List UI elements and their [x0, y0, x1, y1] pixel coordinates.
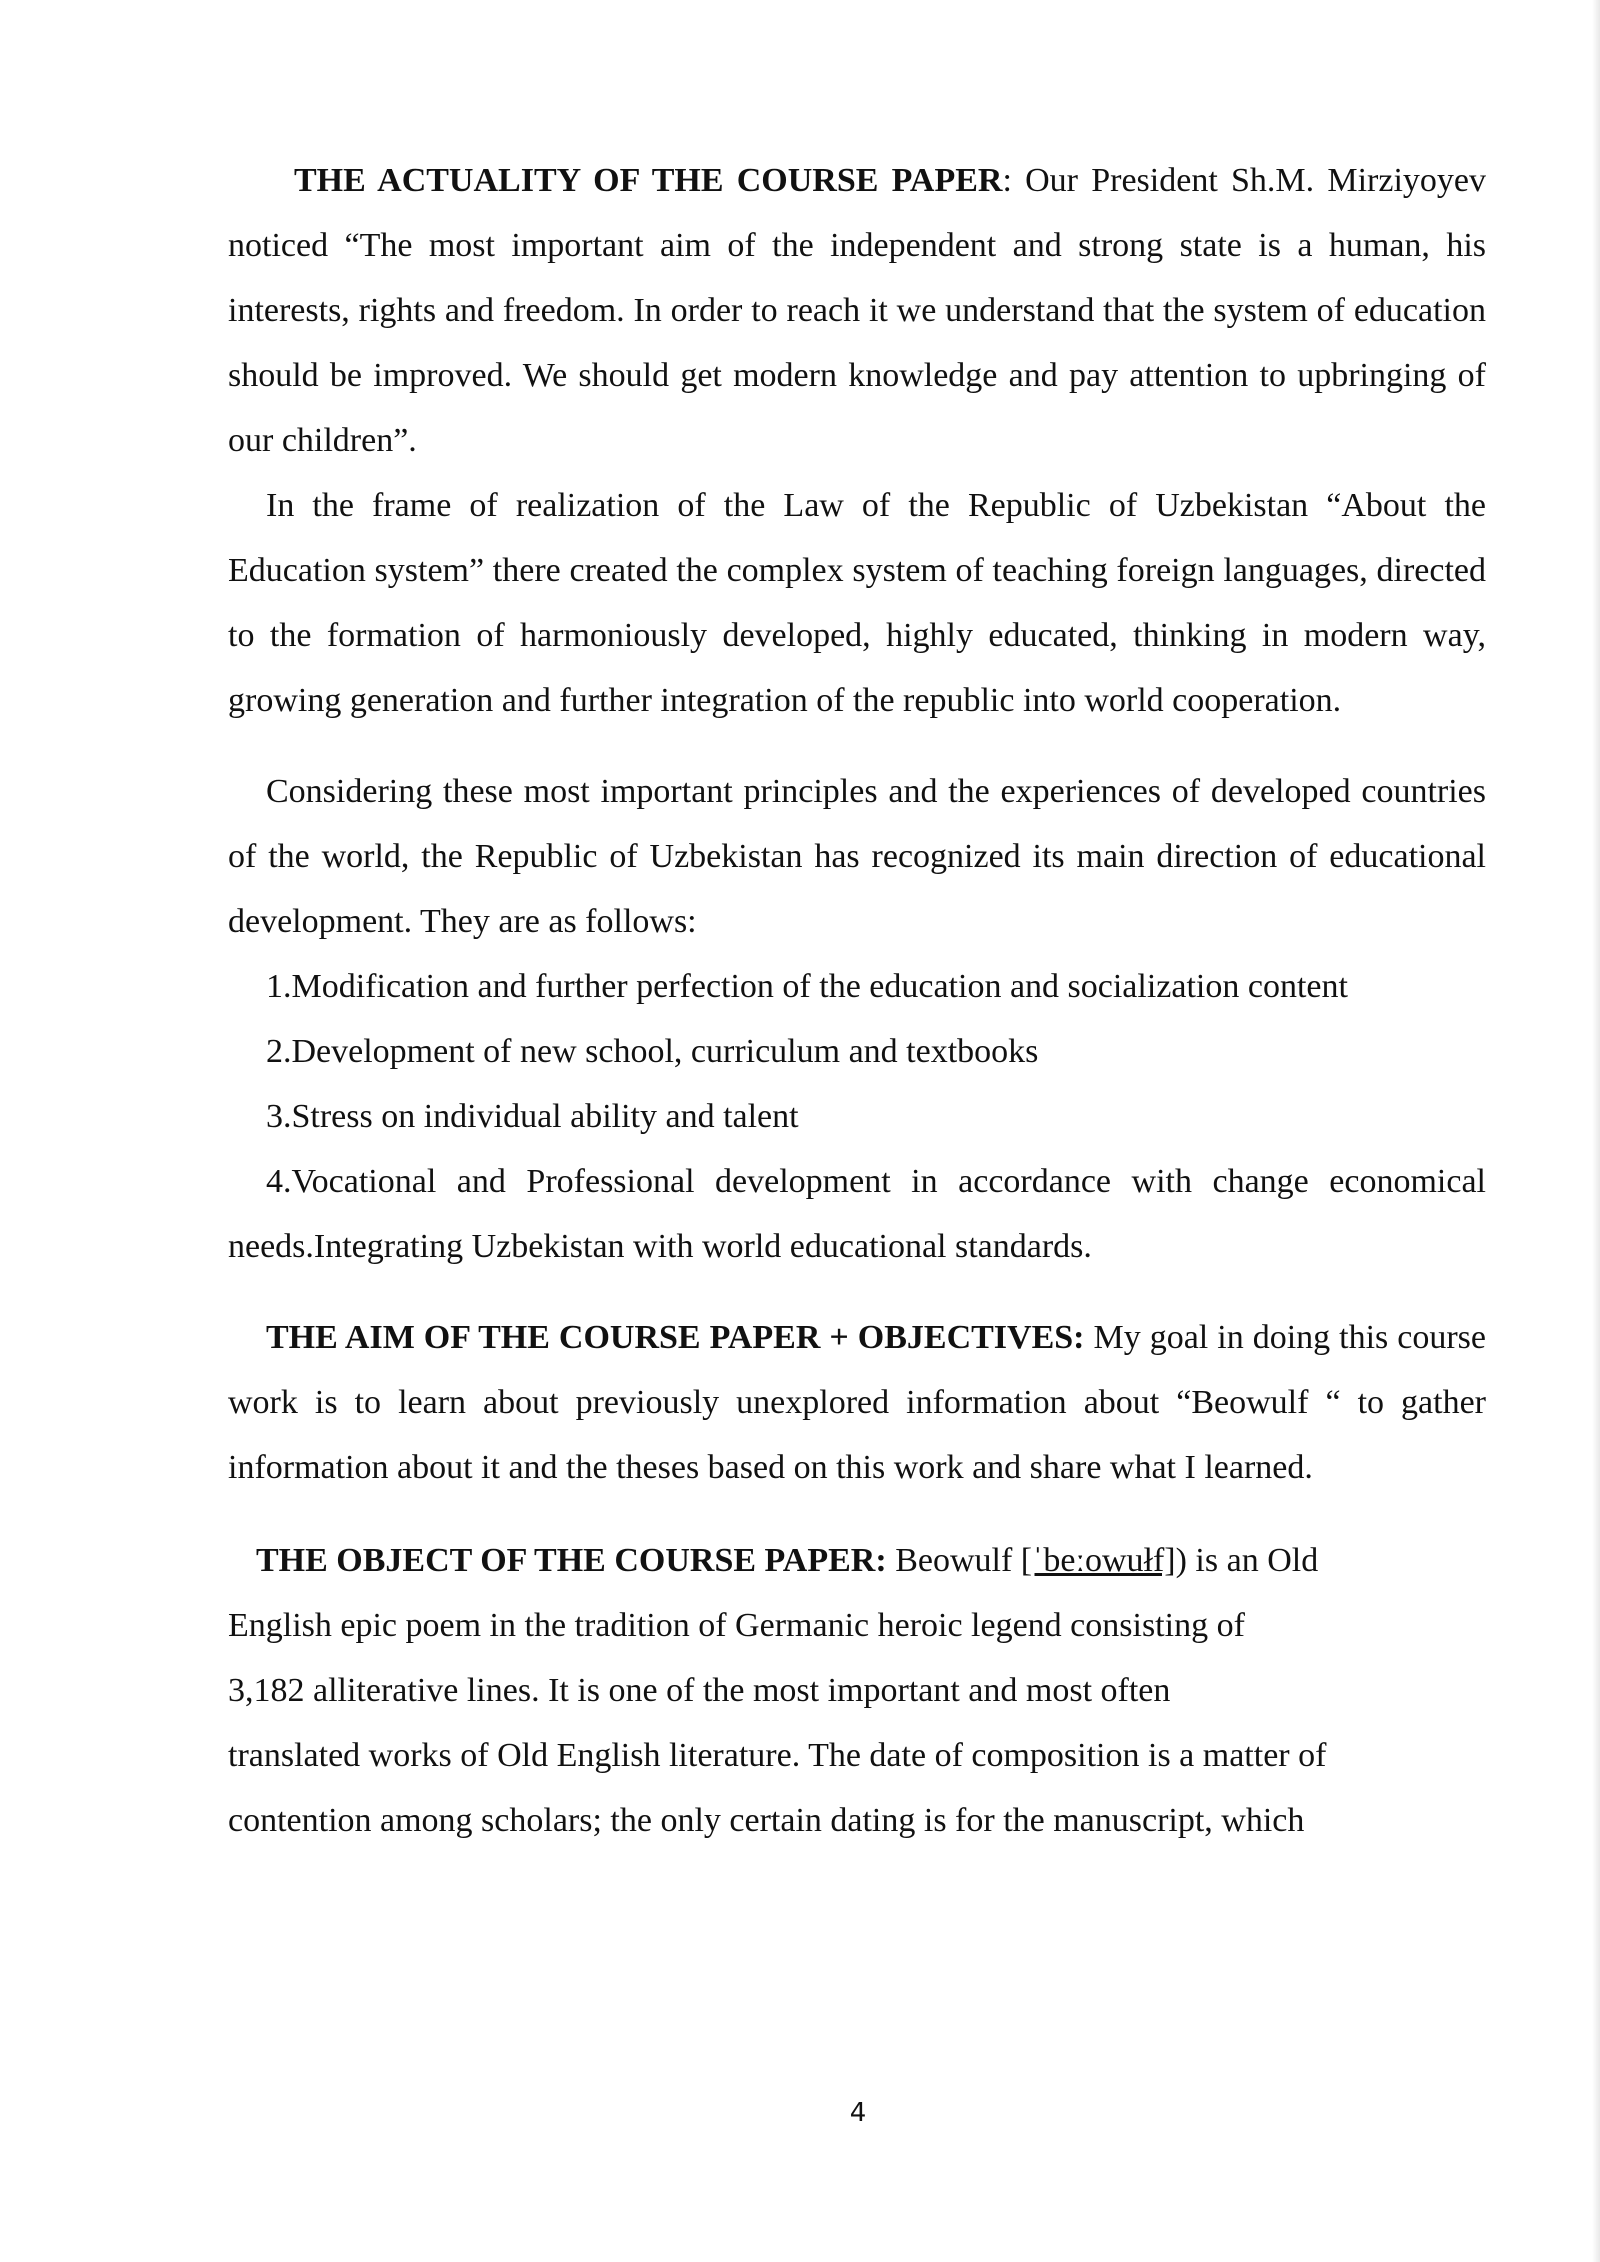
direction-item-2: 2.Development of new school, curriculum and textbooks	[266, 1033, 1039, 1070]
direction-item-1: 1.Modification and further perfection of the education and socialization content	[266, 968, 1348, 1005]
object-paragraph	[228, 1528, 1486, 1853]
page-number: 4	[849, 2098, 867, 2128]
object-line-2: English epic poem in the tradition of Germanic heroic legend consisting of	[228, 1607, 1245, 1644]
object-line-3: 3,182 alliterative lines. It is one of the most important and most often	[228, 1672, 1171, 1709]
object-line-4: translated works of Old English literature. The date of composition is a matter of	[228, 1737, 1327, 1774]
direction-item-3: 3.Stress on individual ability and talent	[266, 1098, 799, 1135]
direction-item-4: 4.Vocational and Professional development in accordance with change economical needs.Integrating Uzbekistan with world educational standards.	[228, 1163, 1486, 1265]
object-text-before: Beowulf	[886, 1542, 1021, 1579]
actuality-paragraph	[228, 148, 1486, 473]
actuality-heading: THE ACTUALITY OF THE COURSE PAPER	[294, 162, 1003, 199]
aim-text: My goal in doing this course work is to learn about previously unexplored information about “Beowulf “ to gather information about it and the theses based on this work and share what I learned.	[228, 1319, 1486, 1486]
beowulf-pronunciation: [ˈbeːowułf]	[1020, 1542, 1176, 1579]
object-line-1	[228, 1528, 1486, 1593]
object-line-5: contention among scholars; the only certain dating is for the manuscript, which	[228, 1802, 1305, 1839]
actuality-text: Our President Sh.M. Mirziyoyev noticed “The most important aim of the independent and strong state is a human, his interests, rights and freedom. In order to reach it we understand that the system of education should be improved. We should get modern knowledge and pay attention to upbringing of our children”.	[228, 162, 1486, 459]
actuality-colon: :	[1002, 162, 1012, 199]
principles-paragraph: Considering these most important principles and the experiences of developed countries of the world, the Republic of Uzbekistan has recognized its main direction of educational development. They are as follows:	[228, 773, 1486, 940]
aim-heading: THE AIM OF THE COURSE PAPER + OBJECTIVES:	[266, 1319, 1085, 1356]
document-page	[228, 148, 1486, 1853]
page-edge-shadow	[1592, 0, 1600, 2262]
object-heading: THE OBJECT OF THE COURSE PAPER:	[256, 1542, 887, 1579]
object-line-1-rest: ) is an Old	[1175, 1542, 1319, 1579]
law-paragraph: In the frame of realization of the Law of the Republic of Uzbekistan “About the Education system” there created the complex system of teaching foreign languages, directed to the formation of harmoniously developed, highly educated, thinking in modern way, growing generation and further integration of the republic into world cooperation.	[228, 487, 1486, 719]
aim-paragraph	[228, 1305, 1486, 1500]
